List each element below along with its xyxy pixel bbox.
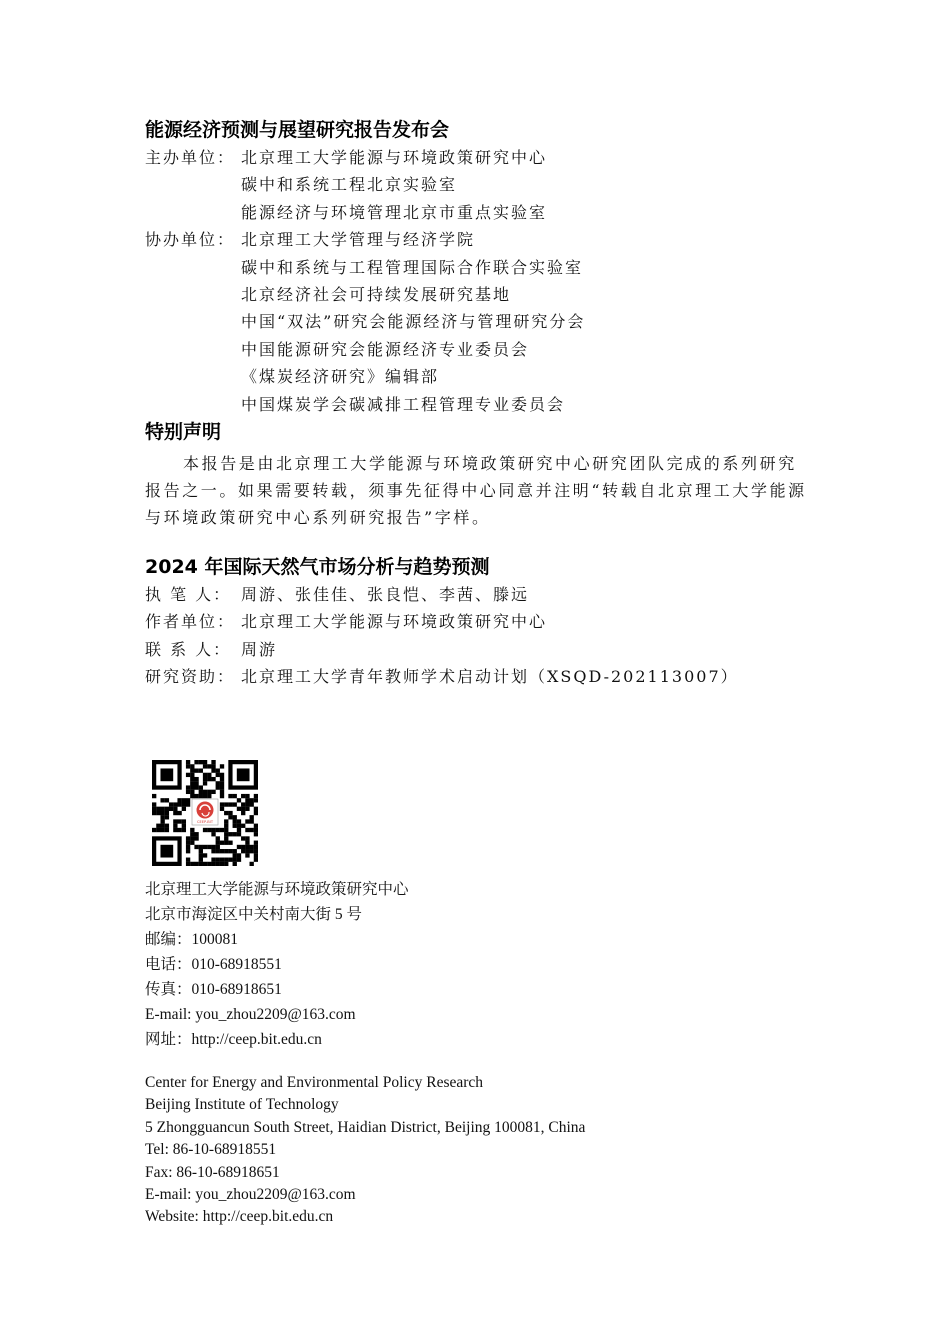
coorganizer-item: 《煤炭经济研究》编辑部	[241, 367, 440, 387]
funding-value: 北京理工大学青年教师学术启动计划（XSQD-202113007）	[241, 667, 739, 687]
statement-text: 本报告是由北京理工大学能源与环境政策研究中心研究团队完成的系列研究报告之一。如果需要转载，须事先征得中心同意并注明“转载自北京理工大学能源与环境政策研究中心系列研究报告”字样。	[145, 454, 807, 528]
cn-name: 北京理工大学能源与环境政策研究中心	[145, 881, 409, 898]
coorganizer-item: 碳中和系统与工程管理国际合作联合实验室	[241, 257, 584, 277]
coorganizer-block	[145, 226, 815, 418]
cn-phone: 电话：010-68918551	[145, 956, 282, 973]
qr-logo	[192, 799, 218, 825]
host-item: 碳中和系统工程北京实验室	[241, 175, 458, 195]
cn-email[interactable]: E-mail: you_zhou2209@163.com	[145, 1006, 356, 1023]
authors-value: 周游、张佳佳、张良恺、李茜、滕远	[241, 585, 530, 605]
contact-row	[145, 636, 815, 663]
authors-row	[145, 581, 815, 608]
affiliation-value: 北京理工大学能源与环境政策研究中心	[241, 612, 548, 632]
host-label: 主办单位：	[145, 148, 236, 167]
report-block	[145, 553, 815, 691]
en-email[interactable]: E-mail: you_zhou2209@163.com	[145, 1186, 356, 1204]
coorganizer-label: 协办单位：	[145, 230, 236, 250]
host-item: 北京理工大学能源与环境政策研究中心	[241, 148, 548, 167]
cn-address: 北京市海淀区中关村南大街 5 号	[145, 906, 363, 923]
funding-label: 研究资助：	[145, 667, 236, 687]
contact-cn	[145, 877, 585, 1052]
coorganizer-item: 北京理工大学管理与经济学院	[241, 230, 476, 250]
coorganizer-item: 中国“双法”研究会能源经济与管理研究分会	[241, 312, 586, 332]
en-address: 5 Zhongguancun South Street, Haidian District, Beijing 100081, China	[145, 1118, 586, 1136]
contact-value: 周游	[241, 639, 278, 659]
coorganizer-item: 北京经济社会可持续发展研究基地	[241, 285, 512, 305]
cn-fax: 传真：010-68918651	[145, 981, 282, 998]
host-item: 能源经济与环境管理北京市重点实验室	[241, 202, 548, 222]
en-tel: Tel: 86-10-68918551	[145, 1141, 277, 1159]
cn-website[interactable]: 网址：http://ceep.bit.edu.cn	[145, 1031, 322, 1048]
qr-logo-text: CEEP-BIT	[196, 820, 214, 824]
authors-label: 执 笔 人：	[145, 585, 232, 605]
affiliation-label: 作者单位：	[145, 612, 236, 632]
coorganizer-item: 中国煤炭学会碳减排工程管理专业委员会	[241, 394, 566, 414]
en-website[interactable]: Website: http://ceep.bit.edu.cn	[145, 1208, 334, 1226]
coorganizer-item: 中国能源研究会能源经济专业委员会	[241, 339, 530, 359]
en-fax: Fax: 86-10-68918651	[145, 1163, 280, 1181]
host-block	[145, 144, 815, 226]
document-page	[145, 116, 815, 691]
conference-title: 能源经济预测与展望研究报告发布会	[145, 119, 450, 141]
affiliation-row	[145, 608, 815, 635]
funding-row	[145, 663, 815, 690]
statement-title: 特别声明	[145, 421, 222, 444]
en-institute: Beijing Institute of Technology	[145, 1096, 339, 1114]
contact-en	[145, 1072, 585, 1229]
contact-label: 联 系 人：	[145, 639, 232, 659]
cn-postcode: 邮编：100081	[145, 931, 239, 948]
report-title: 2024 年国际天然气市场分析与趋势预测	[145, 556, 490, 579]
contact-section	[145, 877, 585, 1229]
qr-code[interactable]	[152, 760, 258, 866]
en-name: Center for Energy and Environmental Policy Research	[145, 1074, 484, 1091]
